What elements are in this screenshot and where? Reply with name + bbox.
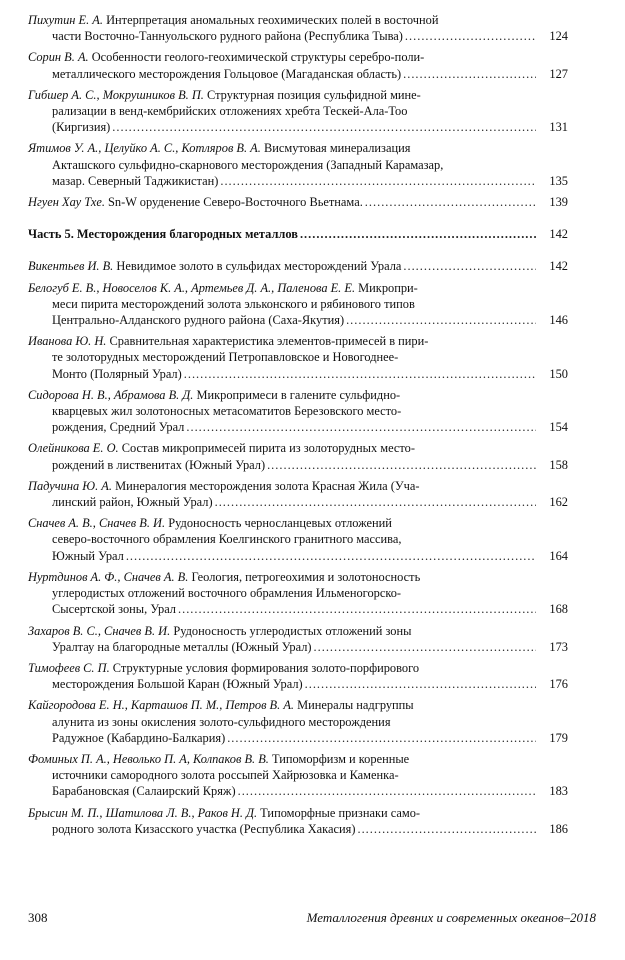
toc-entry-authors: Викентьев И. В.: [28, 259, 114, 274]
toc-entry-authors: Сорин В. А.: [28, 50, 89, 65]
toc-entry-page-number: 176: [549, 677, 568, 692]
toc-entry-line: [28, 312, 538, 328]
toc-entry-line: [28, 601, 538, 617]
toc-entry-title: Интерпретация аномальных геохимических полей в восточной: [106, 13, 439, 27]
toc-entry-page-number: 162: [549, 495, 568, 510]
toc-entry-title: Радужное (Кабардино-Балкария): [52, 730, 226, 745]
toc-entry-title: (Киргизия): [52, 120, 111, 135]
toc-entry-title: Висмутовая минерализация: [263, 141, 411, 156]
toc-entry-title: Типоморфные признаки само-: [260, 805, 421, 820]
toc-entry-page-number: 124: [549, 29, 568, 44]
toc-entry-title: металлического месторождения Гольцовое (Магаданская область): [52, 66, 402, 81]
toc-entry-line: [28, 805, 538, 821]
toc-entry-page-number: 142: [549, 259, 568, 274]
toc-entry-page-number: 139: [549, 195, 568, 210]
toc-entry: [28, 440, 568, 472]
dot-leader: [357, 821, 536, 837]
toc-entry-authors: Кайгородова Е. Н., Карташов П. М., Петров В. А.: [28, 698, 294, 713]
toc-entry-authors: Иванова Ю. Н.: [28, 334, 107, 349]
toc-entry-line: [28, 457, 538, 473]
toc-entry-page-number: 168: [549, 602, 568, 617]
toc-entry-authors: Падучина Ю. А.: [28, 478, 112, 493]
toc-entry-page-number: 158: [549, 457, 568, 472]
toc-entry-title: северо-восточного обрамления Коелгинского гранитного массива,: [52, 532, 402, 547]
toc-entry: [28, 623, 568, 655]
toc-entry-line: [28, 730, 538, 746]
toc-entry-authors: Белогуб Е. В., Новоселов К. А., Артемьев Д. А., Паленова Е. Е.: [28, 280, 356, 295]
toc-entry-line: [28, 296, 538, 312]
toc-entry-authors: Гибшер А. С., Мокрушников В. П.: [28, 87, 204, 102]
toc-entry-line: [28, 66, 538, 82]
footer-journal-title: Металлогения древних и современных океанов–2018: [306, 910, 596, 925]
toc-entry-title: Состав микропримесей пирита из золоторудных место-: [121, 441, 415, 456]
dot-leader: [305, 676, 536, 692]
toc-entry-title: Структурная позиция сульфидной мине-: [207, 87, 421, 102]
toc-entry-title: кварцевых жил золотоносных метасоматитов Березовского место-: [52, 404, 402, 419]
toc-entry-title: Уралтау на благородные металлы (Южный Урал): [52, 639, 312, 654]
toc-entry-line: [28, 676, 538, 692]
toc-entry: [28, 87, 568, 136]
toc-entry-authors: Брысин М. П., Шатилова Л. В., Раков Н. Д.: [28, 805, 258, 820]
toc-entry-line: [28, 280, 538, 296]
toc-entry-line: [28, 103, 538, 119]
dot-leader: [186, 419, 536, 435]
toc-entry-title: рождений в лиственитах (Южный Урал): [52, 457, 266, 472]
dot-leader: [346, 312, 536, 328]
toc-entry-page-number: 135: [549, 173, 568, 188]
dot-leader: [365, 194, 536, 210]
toc-entry-line: [28, 531, 538, 547]
toc-entry-line: [28, 821, 538, 837]
toc-entry-page-number: 150: [549, 366, 568, 381]
toc-entry-line: [28, 419, 538, 435]
toc-entry: [28, 478, 568, 510]
toc-entry-line: [28, 119, 538, 135]
toc-entry-line: [28, 87, 538, 103]
toc-entry-line: [28, 478, 538, 494]
toc-list-bottom: [28, 258, 568, 837]
dot-leader: [178, 601, 536, 617]
toc-entry-title: месторождения Большой Каран (Южный Урал): [52, 677, 303, 692]
toc-entry: [28, 387, 568, 436]
toc-entry-line: [28, 767, 538, 783]
dot-leader: [184, 366, 536, 382]
toc-entry-line: [28, 639, 538, 655]
toc-entry-line: [28, 783, 538, 799]
toc-entry-title: те золоторудных месторождений Петропавловское и Новогоднее-: [52, 350, 399, 365]
toc-entry-line: [28, 623, 538, 639]
toc-entry-title: Сысертской зоны, Урал: [52, 602, 176, 617]
toc-entry-title: мазар. Северный Таджикистан): [52, 173, 219, 188]
toc-entry-title: Структурные условия формирования золото-порфирового: [112, 660, 420, 675]
toc-entry-page-number: 183: [549, 784, 568, 799]
dot-leader: [126, 548, 536, 564]
toc-entry: [28, 258, 568, 274]
dot-leader: [112, 119, 536, 135]
toc-entry-title: Монто (Полярный Урал): [52, 366, 182, 381]
toc-entry-page-number: 131: [549, 120, 568, 135]
toc-entry-line: [28, 569, 538, 585]
toc-entry-title: Центрально-Алданского рудного района (Саха-Якутия): [52, 313, 345, 328]
toc-entry-title: родного золота Кизасского участка (Республика Хакасия): [52, 821, 356, 836]
toc-entry: [28, 751, 568, 800]
toc-entry: [28, 569, 568, 618]
toc-entry-line: [28, 494, 538, 510]
toc-entry-title: части Восточно-Таннуольского рудного района (Республика Тыва): [52, 29, 403, 44]
section-page-number: 142: [549, 227, 568, 242]
toc-entry-authors: Сначев А. В., Сначев В. И.: [28, 516, 166, 531]
toc-entry: [28, 333, 568, 382]
toc-entry-line: [28, 28, 538, 44]
toc-entry-line: [28, 258, 538, 274]
toc-entry-title: источники самородного золота россыпей Хайрюзовка и Каменка-: [52, 768, 399, 783]
toc-entry-title: Рудоносность углеродистых отложений зоны: [173, 623, 412, 638]
toc-entry-title: Минералы надгруппы: [297, 698, 414, 713]
footer-page-number: 308: [28, 910, 48, 925]
toc-entry-line: [28, 548, 538, 564]
toc-entry-title: Типоморфизм и коренные: [272, 751, 410, 766]
toc-entry-line: [28, 515, 538, 531]
dot-leader: [405, 28, 536, 44]
dot-leader: [300, 226, 536, 242]
toc-entry-page-number: 186: [549, 821, 568, 836]
toc-entry-title: линский район, Южный Урал): [52, 495, 213, 510]
dot-leader: [227, 730, 536, 746]
toc-entry-page-number: 127: [549, 66, 568, 81]
toc-entry-line: [28, 140, 538, 156]
table-of-contents: [28, 12, 568, 842]
toc-entry-title: Невидимое золото в сульфидах месторождений Урала: [116, 259, 402, 274]
toc-entry-line: [28, 194, 538, 210]
toc-entry-line: [28, 387, 538, 403]
toc-entry-title: Рудоносность черносланцевых отложений: [168, 516, 392, 531]
dot-leader: [403, 66, 536, 82]
toc-entry-title: углеродистых отложений восточного обрамления Ильменогорско-: [52, 586, 402, 601]
toc-entry-title: Микропри-: [358, 280, 418, 295]
toc-entry-page-number: 146: [549, 313, 568, 328]
toc-entry-line: [28, 403, 538, 419]
dot-leader: [238, 783, 536, 799]
section-title: Часть 5. Месторождения благородных металлов: [28, 227, 298, 242]
dot-leader: [403, 258, 536, 274]
toc-entry: [28, 140, 568, 189]
toc-entry-line: [28, 440, 538, 456]
toc-entry-authors: Нуртдинов А. Ф., Сначев А. В.: [28, 569, 189, 584]
toc-entry: [28, 194, 568, 210]
toc-entry-line: [28, 349, 538, 365]
toc-entry: [28, 49, 568, 81]
toc-entry-title: рождения, Средний Урал: [52, 420, 185, 435]
toc-entry-page-number: 154: [549, 420, 568, 435]
toc-entry: [28, 280, 568, 329]
toc-entry-title: Геология, петрогеохимия и золотоносность: [191, 569, 421, 584]
dot-leader: [215, 494, 536, 510]
toc-entry-line: [28, 49, 538, 65]
toc-entry-line: [28, 333, 538, 349]
toc-list-top: [28, 12, 568, 210]
toc-entry-title: Микропримеси в галените сульфидно-: [196, 387, 401, 402]
toc-entry: [28, 697, 568, 746]
toc-entry-title: рализации в венд-кембрийских отложениях хребта Тескей-Ала-Тоо: [52, 104, 408, 119]
dot-leader: [314, 639, 536, 655]
toc-entry: [28, 660, 568, 692]
toc-entry-page-number: 179: [549, 730, 568, 745]
page-footer: [28, 910, 596, 926]
toc-entry-line: [28, 366, 538, 382]
section-heading: [28, 226, 568, 242]
toc-entry-page-number: 173: [549, 639, 568, 654]
toc-entry-line: [28, 660, 538, 676]
toc-entry-authors: Пихутин Е. А.: [28, 13, 103, 27]
toc-entry: [28, 12, 568, 44]
dot-leader: [267, 457, 536, 473]
toc-entry-authors: Сидорова Н. В., Абрамова В. Д.: [28, 387, 194, 402]
toc-entry-authors: Ятимов У. А., Целуйко А. С., Котляров В. А.: [28, 141, 261, 156]
toc-entry-line: [28, 585, 538, 601]
toc-entry-authors: Олейникова Е. О.: [28, 441, 119, 456]
toc-entry-authors: Захаров В. С., Сначев В. И.: [28, 623, 171, 638]
toc-entry-line: [28, 173, 538, 189]
toc-entry-title: Акташского сульфидно-скарнового месторождения (Западный Карамазар,: [52, 157, 444, 172]
toc-entry-line: [28, 714, 538, 730]
toc-entry-line: [28, 697, 538, 713]
dot-leader: [220, 173, 536, 189]
toc-entry-title: Особенности геолого-геохимической структуры серебро-поли-: [91, 50, 425, 65]
toc-entry-title: Sn-W оруденение Северо-Восточного Вьетнама.: [108, 195, 363, 210]
toc-entry: [28, 515, 568, 564]
toc-entry-authors: Тимофеев С. П.: [28, 660, 110, 675]
toc-entry-title: алунита из зоны окисления золото-сульфидного месторождения: [52, 714, 391, 729]
toc-entry-line: [28, 157, 538, 173]
toc-entry-title: Сравнительная характеристика элементов-примесей в пири-: [109, 334, 429, 349]
toc-entry-line: [28, 12, 538, 28]
toc-entry-title: Южный Урал: [52, 548, 124, 563]
toc-entry-title: меси пирита месторождений золота эльконского и рябинового типов: [52, 296, 415, 311]
toc-entry-page-number: 164: [549, 548, 568, 563]
toc-entry-authors: Фоминых П. А., Неволько П. А, Колпаков В. В.: [28, 751, 269, 766]
toc-entry-line: [28, 751, 538, 767]
toc-entry: [28, 805, 568, 837]
toc-entry-authors: Нгуен Хау Тхе.: [28, 195, 105, 210]
toc-entry-title: Барабановская (Салаирский Кряж): [52, 784, 236, 799]
toc-entry-title: Минералогия месторождения золота Красная Жила (Уча-: [115, 478, 420, 493]
